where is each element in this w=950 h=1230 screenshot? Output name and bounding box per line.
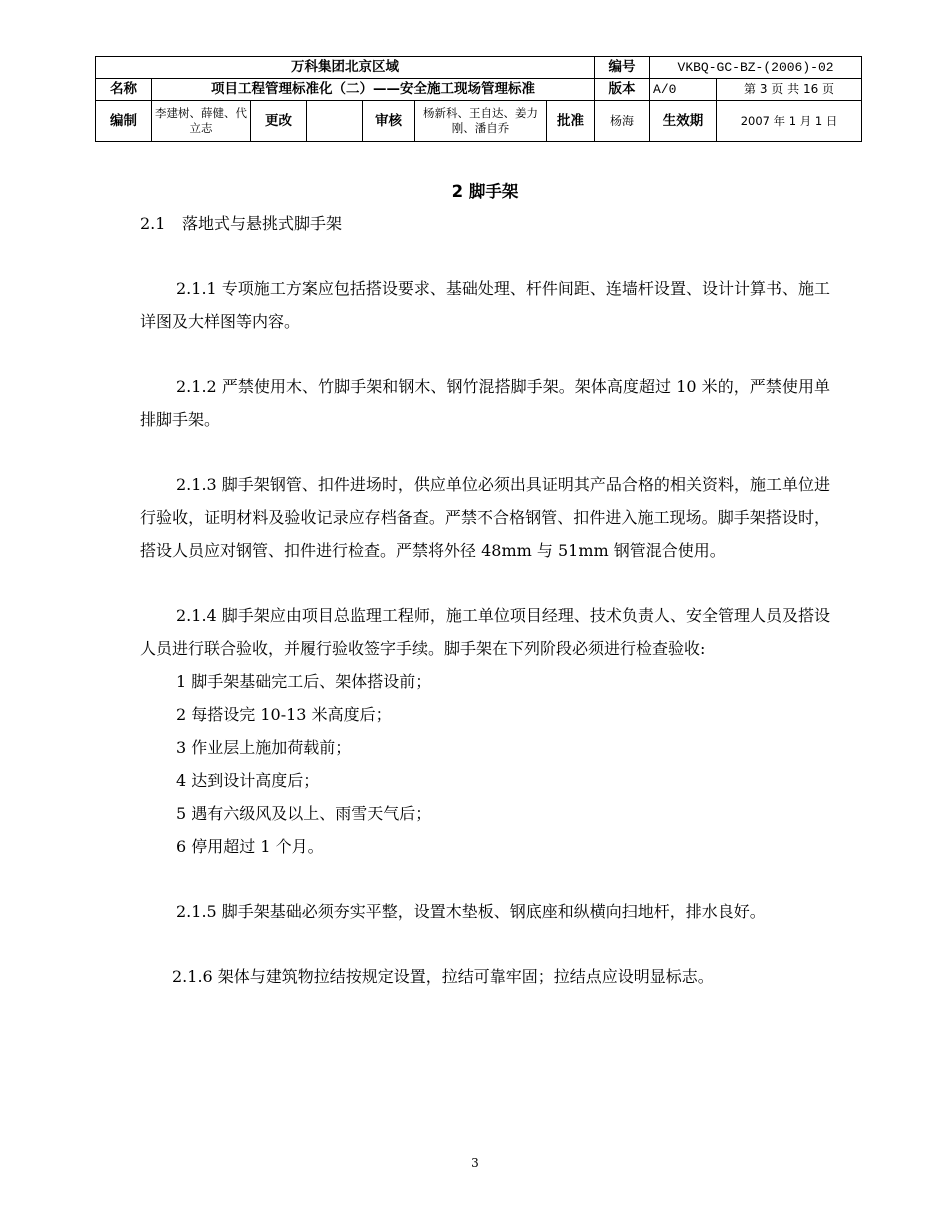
header-org: 万科集团北京区域 (96, 57, 595, 79)
paragraph-2-1-2: 2.1.2 严禁使用木、竹脚手架和钢木、钢竹混搭脚手架。架体高度超过 10 米的，严禁使用单排脚手架。 (140, 377, 830, 429)
header-page-info: 第 3 页 共 16 页 (717, 79, 862, 101)
header-effective-value: 2007 年 1 月 1 日 (717, 101, 862, 142)
paragraph-2-1-1: 2.1.1 专项施工方案应包括搭设要求、基础处理、杆件间距、连墙杆设置、设计计算书、施工详图及大样图等内容。 (140, 279, 830, 331)
document-body (140, 176, 830, 993)
header-review-label: 审核 (363, 101, 415, 142)
list-item: 4 达到设计高度后； (176, 771, 320, 790)
list-item: 1 脚手架基础完工后、架体搭设前； (176, 672, 432, 691)
list-item: 6 停用超过 1 个月。 (176, 837, 324, 856)
header-approve-label: 批准 (547, 101, 595, 142)
header-name-value: 项目工程管理标准化（二）——安全施工现场管理标准 (152, 79, 595, 101)
header-version-value: A/0 (650, 79, 717, 101)
paragraph-2-1-6: 2.1.6 架体与建筑物拉结按规定设置，拉结可靠牢固；拉结点应设明显标志。 (172, 967, 714, 986)
header-code-label: 编号 (595, 57, 650, 79)
inspection-list (140, 665, 830, 863)
paragraph-2-1-4: 2.1.4 脚手架应由项目总监理工程师，施工单位项目经理、技术负责人、安全管理人员及搭设人员进行联合验收，并履行验收签字手续。脚手架在下列阶段必须进行检查验收: (140, 606, 830, 658)
header-approve-value: 杨海 (595, 101, 650, 142)
header-review-value: 杨新科、王自达、姜力刚、潘自乔 (415, 101, 547, 142)
header-effective-label: 生效期 (650, 101, 717, 142)
header-table (95, 56, 862, 142)
paragraph-2-1-5: 2.1.5 脚手架基础必须夯实平整，设置木垫板、钢底座和纵横向扫地杆，排水良好。 (176, 902, 766, 921)
header-revision-value (307, 101, 363, 142)
list-item: 5 遇有六级风及以上、雨雪天气后； (176, 804, 432, 823)
list-item: 3 作业层上施加荷载前； (176, 738, 352, 757)
header-name-label: 名称 (96, 79, 152, 101)
section-title: 落地式与悬挑式脚手架 (182, 214, 343, 233)
page-number: 3 (471, 1156, 479, 1170)
header-compiled-label: 编制 (96, 101, 152, 142)
section-number: 2.1 (140, 214, 166, 233)
header-compiled-value: 李建树、薛健、代立志 (152, 101, 251, 142)
header-code-value: VKBQ-GC-BZ-(2006)-02 (650, 57, 862, 79)
chapter-title: 2 脚手架 (451, 182, 519, 201)
paragraph-2-1-3: 2.1.3 脚手架钢管、扣件进场时，供应单位必须出具证明其产品合格的相关资料，施工单位进行验收，证明材料及验收记录应存档备查。严禁不合格钢管、扣件进入施工现场。脚手架搭设时，搭设人员应对钢管、扣件进行检查。严禁将外径 48mm 与 51mm 钢管混合使用。 (140, 475, 830, 560)
section-heading (140, 208, 830, 240)
header-version-label: 版本 (595, 79, 650, 101)
header-revision-label: 更改 (251, 101, 307, 142)
list-item: 2 每搭设完 10-13 米高度后； (176, 705, 392, 724)
